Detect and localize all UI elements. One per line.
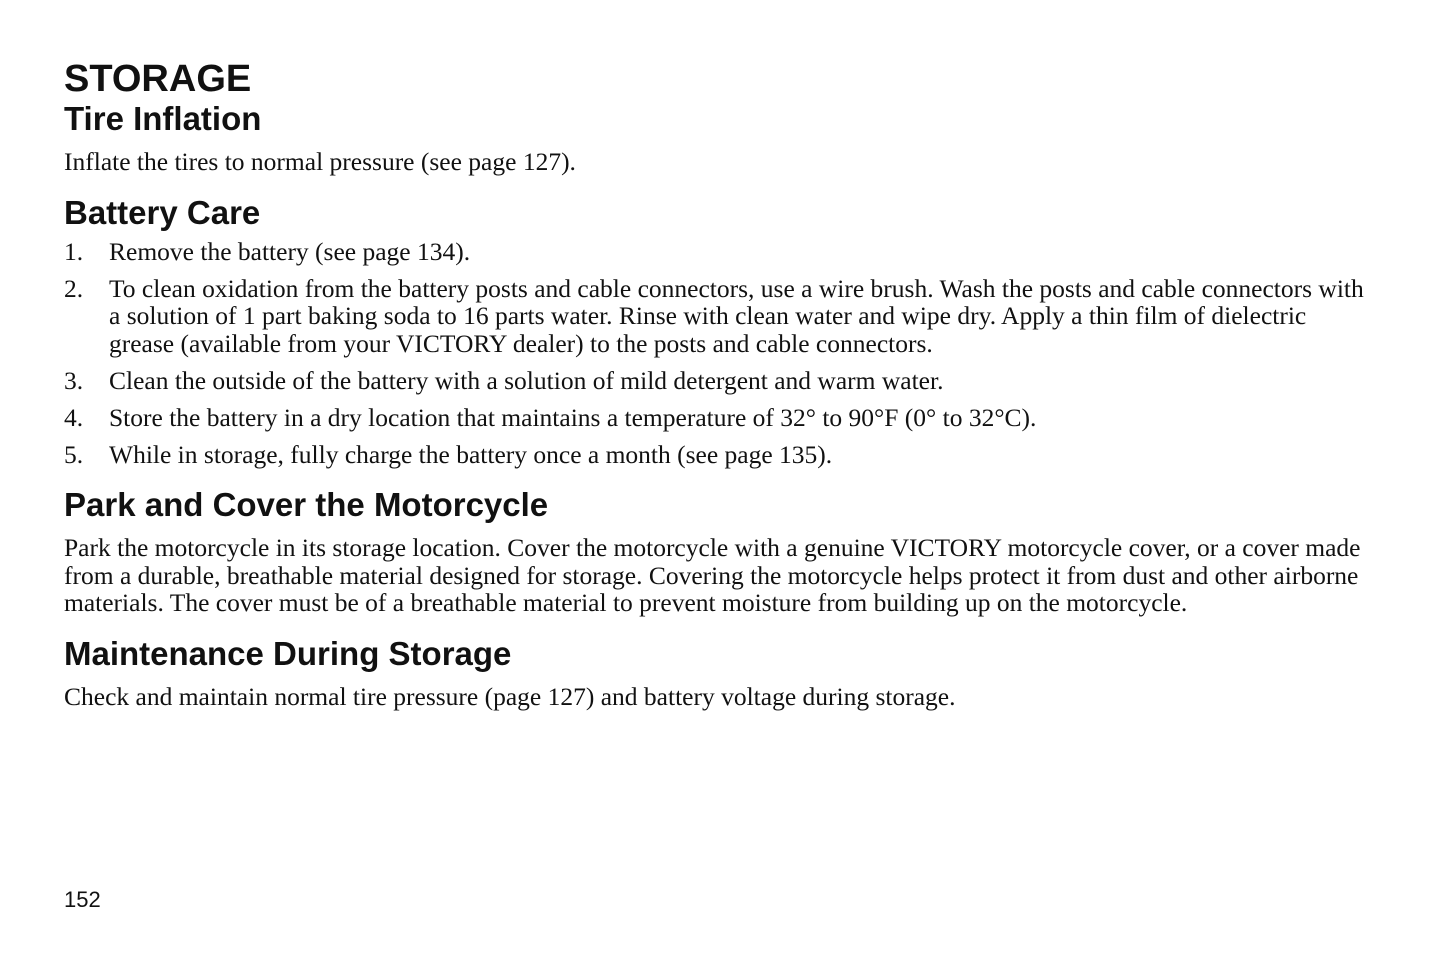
step-number: 3.	[64, 365, 84, 395]
step-text: Store the battery in a dry location that maintains a temperature of 32° to 90°F (0° to 32°C).	[109, 402, 1037, 432]
section-tire-inflation	[64, 100, 1374, 176]
section-maintenance-during-storage	[64, 635, 1374, 711]
list-item	[64, 404, 1374, 432]
battery-care-steps	[64, 238, 1374, 469]
step-number: 4.	[64, 402, 84, 432]
page-number: 152	[64, 887, 101, 912]
list-item	[64, 238, 1374, 266]
section-heading: Park and Cover the Motorcycle	[64, 486, 549, 523]
step-number: 5.	[64, 439, 84, 469]
list-item	[64, 441, 1374, 469]
section-body-text: Check and maintain normal tire pressure (page 127) and battery voltage during storage.	[64, 681, 956, 711]
section-heading: Tire Inflation	[64, 100, 262, 137]
manual-page	[64, 58, 1374, 710]
step-text: Remove the battery (see page 134).	[109, 236, 471, 266]
step-text: Clean the outside of the battery with a solution of mild detergent and warm water.	[109, 365, 944, 395]
list-item	[64, 275, 1374, 358]
section-park-and-cover	[64, 486, 1374, 617]
section-battery-care	[64, 194, 1374, 469]
step-text: While in storage, fully charge the battery once a month (see page 135).	[109, 439, 833, 469]
section-heading: Maintenance During Storage	[64, 634, 512, 672]
step-number: 1.	[64, 236, 84, 266]
section-heading: Battery Care	[64, 193, 261, 231]
section-body-text: Park the motorcycle in its storage location. Cover the motorcycle with a genuine VICTORY motorcycle cover, or a cover made from a durable, breathable material designed for storage. Covering the motorcycle helps protect it from dust and other airborne materials. The cover must be of a breathable material to prevent moisture from building up on the motorcycle.	[64, 533, 1361, 617]
step-number: 2.	[64, 273, 84, 303]
step-text: To clean oxidation from the battery posts and cable connectors, use a wire brush. Wash the posts and cable connectors with a solution of 1 part baking soda to 16 parts water. Rinse with clean water and wipe dry. Apply a thin film of dielectric grease (available from your VICTORY dealer) to the posts and cable connectors.	[109, 273, 1364, 358]
page-title: STORAGE	[64, 58, 252, 100]
list-item	[64, 367, 1374, 395]
section-body-text: Inflate the tires to normal pressure (see page 127).	[64, 147, 576, 176]
